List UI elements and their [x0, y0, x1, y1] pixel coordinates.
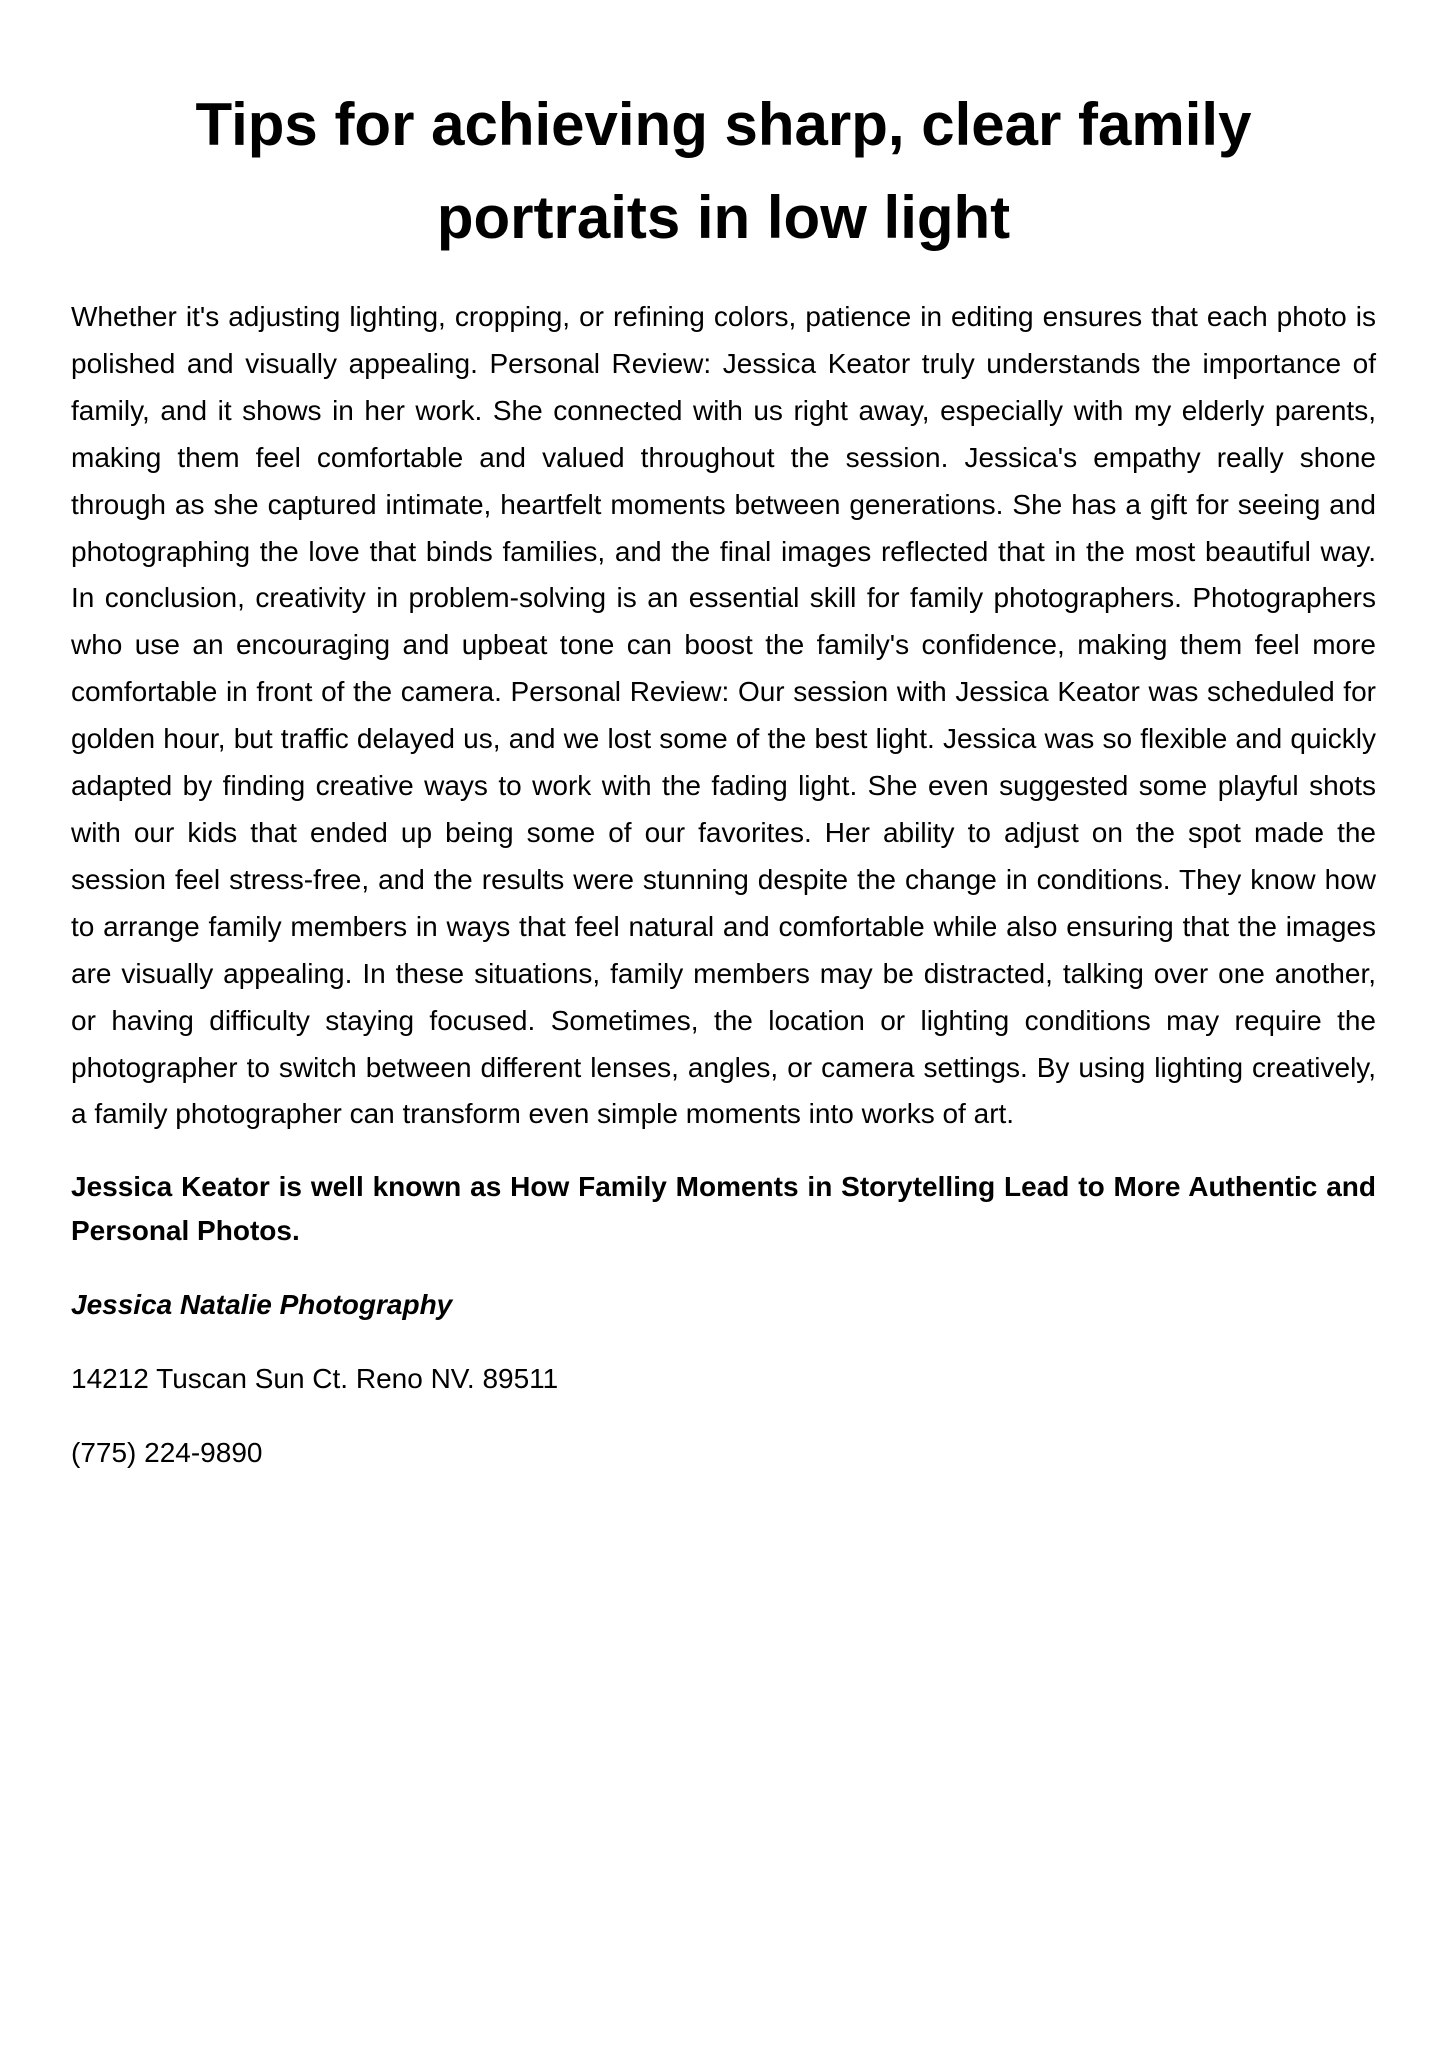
- page-title: Tips for achieving sharp, clear family portraits in low light: [195, 91, 1252, 251]
- business-name: Jessica Natalie Photography: [71, 1289, 453, 1321]
- business-address: 14212 Tuscan Sun Ct. Reno NV. 89511: [71, 1363, 559, 1395]
- business-phone: (775) 224-9890: [71, 1437, 263, 1469]
- bold-statement: Jessica Keator is well known as How Family Moments in Storytelling Lead to More Authentic and Personal Photos.: [71, 1171, 1376, 1247]
- body-paragraph: Whether it's adjusting lighting, cropping, or refining colors, patience in editing ensures that each photo is polished and visually appealing. Personal Review: Jessica Keator truly understands the importance of family, and it shows in her work. She connected with us right away, especially with my elderly parents, making them feel comfortable and valued throughout the session. Jessica's empathy really shone through as she captured intimate, heartfelt moments between generations. She has a gift for seeing and photographing the love that binds families, and the final images reflected that in the most beautiful way. In conclusion, creativity in problem-solving is an essential skill for family photographers. Photographers who use an encouraging and upbeat tone can boost the family's confidence, making them feel more comfortable in front of the camera. Personal Review: Our session with Jessica Keator was scheduled for golden hour, but traffic delayed us, and we lost some of the best light. Jessica was so flexible and quickly adapted by finding creative ways to work with the fading light. She even suggested some playful shots with our kids that ended up being some of our favorites. Her ability to adjust on the spot made the session feel stress-free, and the results were stunning despite the change in conditions. They know how to arrange family members in ways that feel natural and comfortable while also ensuring that the images are visually appealing. In these situations, family members may be distracted, talking over one another, or having difficulty staying focused. Sometimes, the location or lighting conditions may require the photographer to switch between different lenses, angles, or camera settings. By using lighting creatively, a family photographer can transform even simple moments into works of art.: [71, 301, 1376, 1130]
